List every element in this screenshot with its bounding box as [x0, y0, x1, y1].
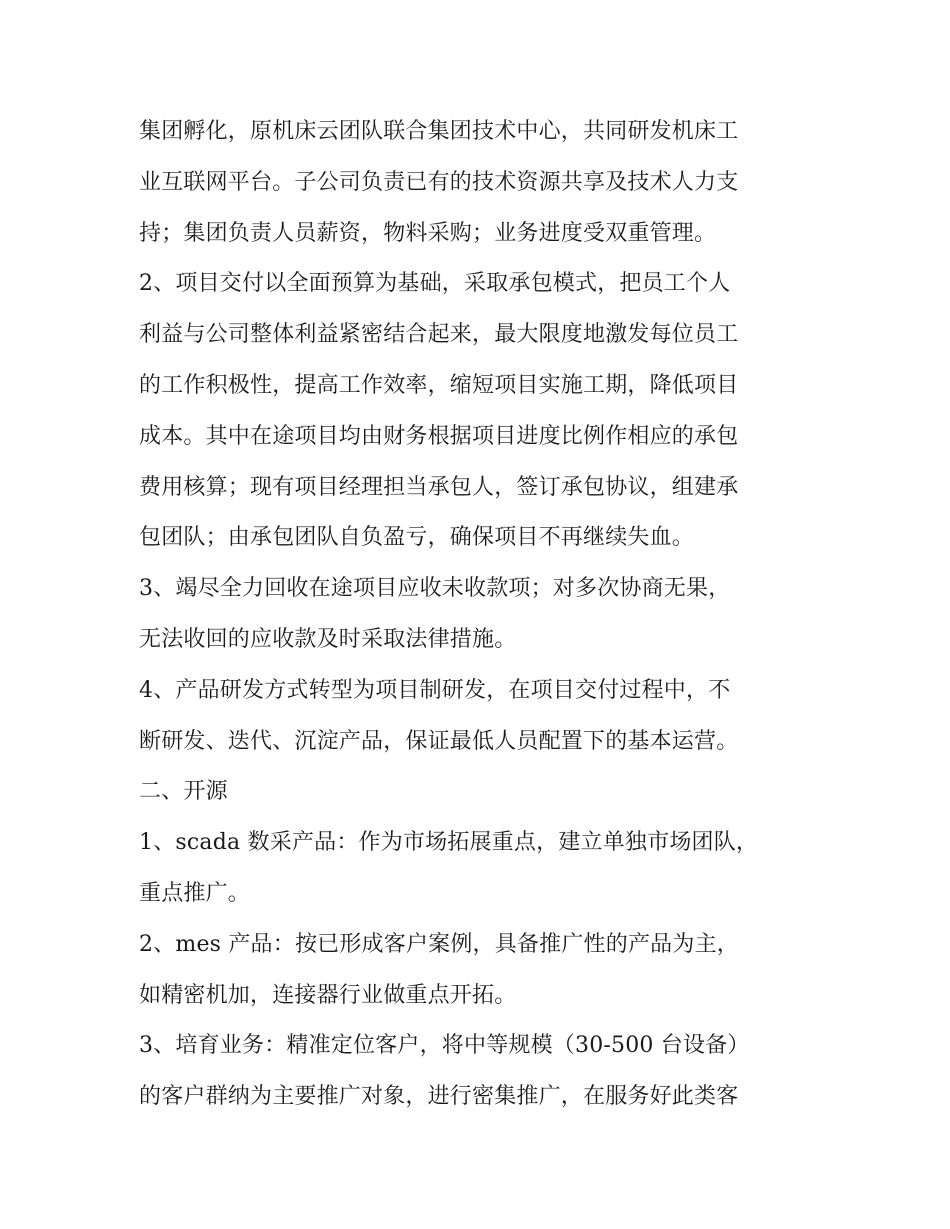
text-line: 2、mes 产品：按已形成客户案例，具备推广性的产品为主，	[139, 931, 739, 957]
section-heading: 二、开源	[139, 779, 228, 805]
text-line: 利益与公司整体利益紧密结合起来，最大限度地激发每位员工	[139, 322, 739, 348]
text-line: 的客户群纳为主要推广对象，进行密集推广，在服务好此类客	[139, 1084, 739, 1110]
text-line: 2、项目交付以全面预算为基础，采取承包模式，把员工个人	[139, 271, 731, 297]
document-body	[139, 107, 829, 1123]
text-line: 持；集团负责人员薪资，物料采购；业务进度受双重管理。	[139, 220, 717, 246]
text-line: 4、产品研发方式转型为项目制研发，在项目交付过程中，不	[139, 677, 731, 703]
text-line: 如精密机加，连接器行业做重点开拓。	[139, 982, 517, 1008]
text-line: 3、培育业务：精准定位客户，将中等规模（30-500 台设备）	[139, 1033, 750, 1059]
text-line: 3、竭尽全力回收在途项目应收未收款项；对多次协商无果，	[139, 576, 731, 602]
text-line: 包团队；由承包团队自负盈亏，确保项目不再继续失血。	[139, 525, 695, 551]
text-line: 集团孵化，原机床云团队联合集团技术中心，共同研发机床工	[139, 119, 739, 144]
text-line: 成本。其中在途项目均由财务根据项目进度比例作相应的承包	[139, 423, 739, 449]
text-line: 断研发、迭代、沉淀产品，保证最低人员配置下的基本运营。	[139, 728, 739, 754]
text-line: 业互联网平台。子公司负责已有的技术资源共享及技术人力支	[139, 169, 739, 195]
text-line: 费用核算；现有项目经理担当承包人，签订承包协议，组建承	[139, 474, 739, 500]
text-line: 重点推广。	[139, 880, 251, 906]
text-line: 无法收回的应收款及时采取法律措施。	[139, 626, 517, 652]
text-line: 的工作积极性，提高工作效率，缩短项目实施工期，降低项目	[139, 372, 739, 398]
text-line: 1、scada 数采产品：作为市场拓展重点，建立单独市场团队，	[139, 830, 759, 856]
